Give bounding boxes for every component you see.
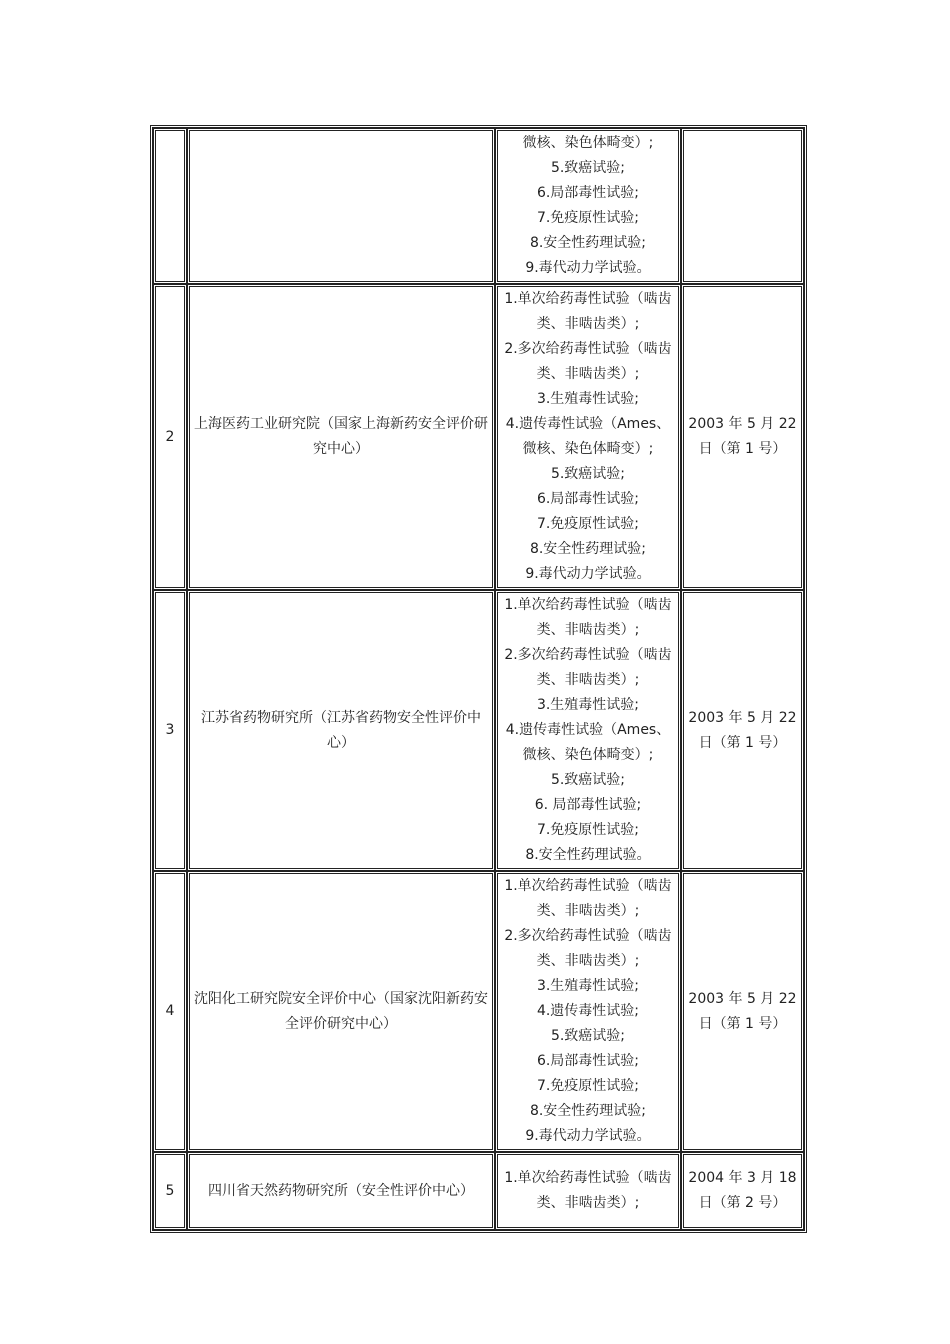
row-number: 4 [153, 871, 187, 1152]
table-body [153, 128, 804, 1230]
test-item: 2.多次给药毒性试验（啮齿 [504, 341, 672, 357]
test-item: 2.多次给药毒性试验（啮齿 [504, 928, 672, 944]
table-row [153, 128, 804, 284]
test-item: 4.遗传毒性试验（Ames、 [505, 416, 671, 432]
test-items [495, 871, 681, 1152]
test-item: 6. 局部毒性试验; [534, 797, 642, 813]
test-item: 类、非啮齿类）; [536, 953, 640, 969]
test-item: 3.生殖毒性试验; [536, 697, 640, 713]
test-item: 7.免疫原性试验; [536, 516, 640, 532]
test-item: 5.致癌试验; [550, 1028, 626, 1044]
test-item: 8.安全性药理试验; [529, 235, 647, 251]
row-number: 2 [153, 284, 187, 590]
test-item: 1.单次给药毒性试验（啮齿 [504, 291, 672, 307]
lab-certification-table [150, 125, 807, 1233]
test-item: 类、非啮齿类）; [536, 316, 640, 332]
test-item: 7.免疫原性试验; [536, 1078, 640, 1094]
test-item: 类、非啮齿类）; [536, 1195, 640, 1211]
test-item: 9.毒代动力学试验。 [525, 1128, 651, 1144]
test-item: 3.生殖毒性试验; [536, 978, 640, 994]
test-items [495, 1152, 681, 1230]
test-item: 1.单次给药毒性试验（啮齿 [504, 597, 672, 613]
test-items [495, 590, 681, 871]
table-row [153, 1152, 804, 1230]
test-item: 8.安全性药理试验。 [525, 847, 651, 863]
test-item: 4.遗传毒性试验（Ames、 [505, 722, 671, 738]
test-items [495, 128, 681, 284]
test-item: 2.多次给药毒性试验（啮齿 [504, 647, 672, 663]
test-item: 9.毒代动力学试验。 [525, 260, 651, 276]
institution-name: 上海医药工业研究院（国家上海新药安全评价研究中心） [187, 284, 495, 590]
test-item: 类、非啮齿类）; [536, 903, 640, 919]
test-item: 7.免疫原性试验; [536, 822, 640, 838]
row-number [153, 128, 187, 284]
certification-date [681, 128, 804, 284]
test-item: 类、非啮齿类）; [536, 672, 640, 688]
test-item: 5.致癌试验; [550, 772, 626, 788]
test-item: 4.遗传毒性试验; [536, 1003, 640, 1019]
institution-name: 沈阳化工研究院安全评价中心（国家沈阳新药安全评价研究中心） [187, 871, 495, 1152]
test-item: 1.单次给药毒性试验（啮齿 [504, 878, 672, 894]
test-item: 8.安全性药理试验; [529, 541, 647, 557]
test-item: 7.免疫原性试验; [536, 210, 640, 226]
test-item: 微核、染色体畸变）; [522, 441, 654, 457]
row-number: 3 [153, 590, 187, 871]
test-item: 类、非啮齿类）; [536, 366, 640, 382]
table-row [153, 871, 804, 1152]
test-items [495, 284, 681, 590]
certification-date: 2004 年 3 月 18 日（第 2 号） [681, 1152, 804, 1230]
test-item: 3.生殖毒性试验; [536, 391, 640, 407]
certification-date: 2003 年 5 月 22 日（第 1 号） [681, 871, 804, 1152]
certification-date: 2003 年 5 月 22 日（第 1 号） [681, 284, 804, 590]
test-item: 6.局部毒性试验; [536, 185, 640, 201]
test-item: 6.局部毒性试验; [536, 491, 640, 507]
test-item: 5.致癌试验; [550, 466, 626, 482]
test-item: 5.致癌试验; [550, 160, 626, 176]
row-number: 5 [153, 1152, 187, 1230]
institution-name [187, 128, 495, 284]
institution-name: 四川省天然药物研究所（安全性评价中心） [187, 1152, 495, 1230]
certification-date: 2003 年 5 月 22 日（第 1 号） [681, 590, 804, 871]
test-item: 类、非啮齿类）; [536, 622, 640, 638]
test-item: 微核、染色体畸变）; [522, 747, 654, 763]
test-item: 8.安全性药理试验; [529, 1103, 647, 1119]
table-row [153, 284, 804, 590]
test-item: 微核、染色体畸变）; [522, 135, 654, 151]
test-item: 9.毒代动力学试验。 [525, 566, 651, 582]
test-item: 1.单次给药毒性试验（啮齿 [504, 1170, 672, 1186]
institution-name: 江苏省药物研究所（江苏省药物安全性评价中心） [187, 590, 495, 871]
table-row [153, 590, 804, 871]
test-item: 6.局部毒性试验; [536, 1053, 640, 1069]
